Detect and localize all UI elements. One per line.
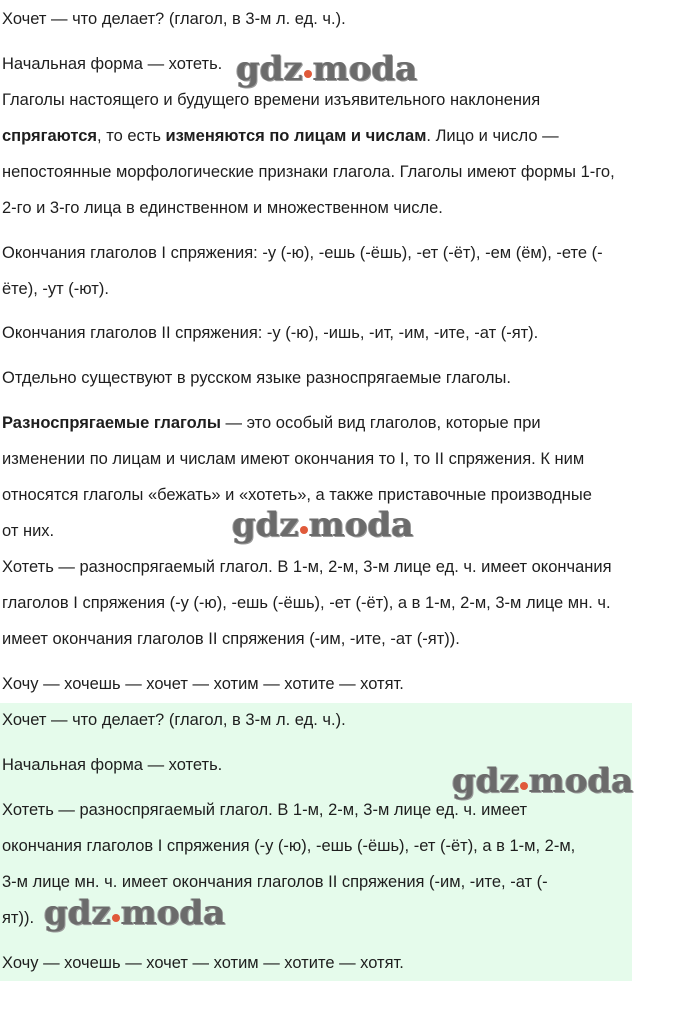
text-line: глаголов I спряжения (-у (-ю), -ешь (-ёшь), -ет (-ёт), а в 1-м, 2-м, 3-м лице мн. ч. [2,594,611,612]
text-line: Отдельно существуют в русском языке разноспрягаемые глаголы. [2,369,511,387]
text-line: Хочет — что делает? (глагол, в 3-м л. ед. ч.). [2,10,346,28]
text-line: спрягаются, то есть изменяются по лицам и числам. Лицо и число — [2,127,559,145]
text-line: Окончания глаголов II спряжения: -у (-ю), -ишь, -ит, -им, -ите, -ат (-ят). [2,324,539,342]
watermark-dot-icon [304,70,312,78]
text-line: непостоянные морфологические признаки глагола. Глаголы имеют формы 1-го, [2,163,615,181]
text-line: относятся глаголы «бежать» и «хотеть», а также приставочные производные [2,486,592,504]
watermark-logo: gdz moda [232,505,414,545]
text-line: Разноспрягаемые глаголы — это особый вид глаголов, которые при [2,414,541,432]
text-line: Начальная форма — хотеть. [2,55,223,73]
answer-line: Хочу — хочешь — хочет — хотим — хотите — хотят. [2,954,404,972]
watermark-logo: gdz moda [452,761,634,801]
text-line: от них. [2,522,55,540]
text-line: Хочу — хочешь — хочет — хотим — хотите — хотят. [2,675,404,693]
bold-term: спрягаются [2,127,98,145]
text-line: 2-го и 3-го лица в единственном и множественном числе. [2,199,443,217]
answer-line: окончания глаголов I спряжения (-у (-ю), -ешь (-ёшь), -ет (-ёт), а в 1-м, 2-м, [2,837,576,855]
bold-term: Разноспрягаемые глаголы [2,414,221,432]
bold-term: изменяются по лицам и числам [165,127,427,145]
watermark-dot-icon [520,782,528,790]
text-line: ёте), -ут (-ют). [2,280,109,298]
text-line: Глаголы настоящего и будущего времени изъявительного наклонения [2,91,541,109]
watermark-logo: gdz moda [44,893,226,933]
text-line: имеет окончания глаголов II спряжения (-им, -ите, -ат (-ят)). [2,630,460,648]
answer-line: ят)). [2,909,35,927]
answer-line: Начальная форма — хотеть. [2,756,223,774]
watermark-logo: gdz moda [236,49,418,89]
answer-line: Хочет — что делает? (глагол, в 3-м л. ед. ч.). [2,711,346,729]
watermark-dot-icon [112,914,120,922]
watermark-dot-icon [300,526,308,534]
answer-line: 3-м лице мн. ч. имеет окончания глаголов II спряжения (-им, -ите, -ат (- [2,873,548,891]
text-line: изменении по лицам и числам имеют окончания то I, то II спряжения. К ним [2,450,585,468]
answer-line: Хотеть — разноспрягаемый глагол. В 1-м, 2-м, 3-м лице ед. ч. имеет [2,801,528,819]
text-line: Окончания глаголов I спряжения: -у (-ю), -ешь (-ёшь), -ет (-ёт), -ем (ём), -ете (- [2,244,603,262]
text-line: Хотеть — разноспрягаемый глагол. В 1-м, 2-м, 3-м лице ед. ч. имеет окончания [2,558,612,576]
